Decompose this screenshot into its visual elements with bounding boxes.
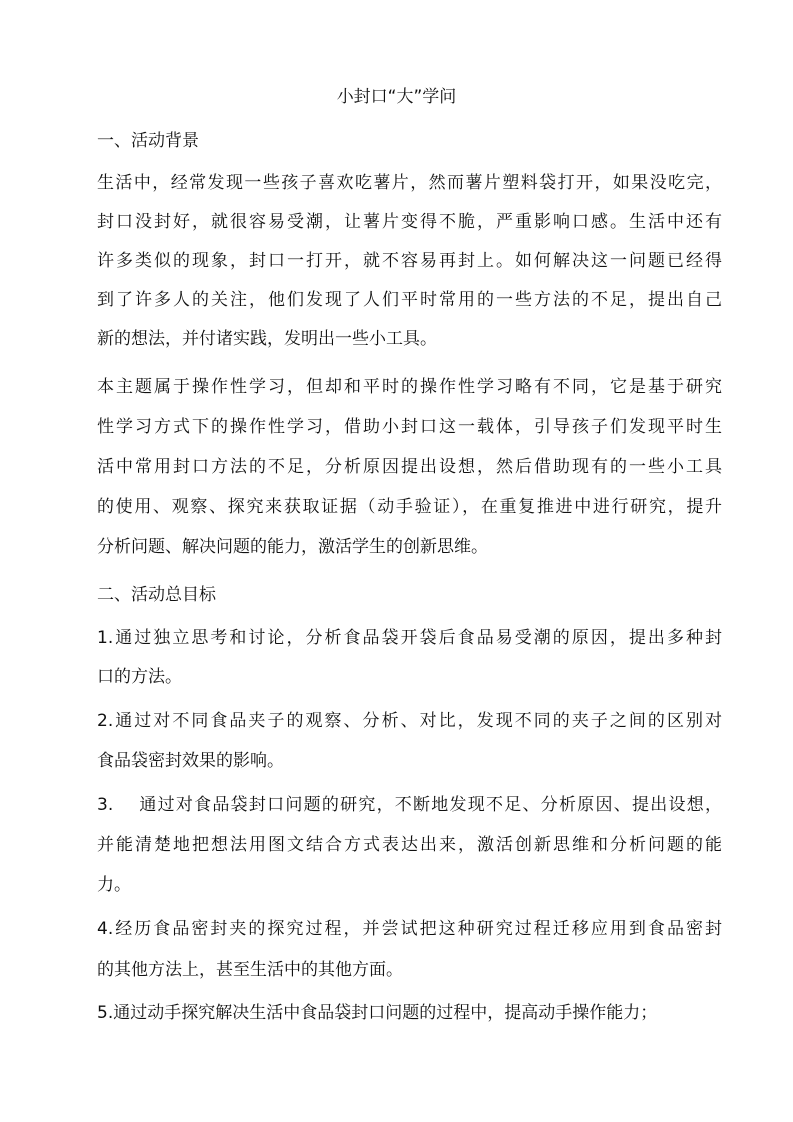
paragraph-line: 封口没封好，就很容易受潮，让薯片变得不脆，严重影响口感。生活中还有: [97, 212, 722, 232]
section-heading-goals: 二、活动总目标: [97, 585, 216, 605]
paragraph-line: 生活中，经常发现一些孩子喜欢吃薯片，然而薯片塑料袋打开，如果没吃完，: [97, 173, 722, 193]
goal-item-3-line: 3. 通过对食品袋封口问题的研究，不断地发现不足、分析原因、提出设想，: [97, 795, 722, 815]
goal-item-1-line: 口的方法。: [97, 667, 182, 687]
paragraph-line: 分析问题、解决问题的能力，激活学生的创新思维。: [97, 537, 488, 557]
goal-item-5-line: 5.通过动手探究解决生活中食品袋封口问题的过程中，提高动手操作能力；: [97, 1003, 658, 1023]
goal-item-4-line: 的其他方法上，甚至生活中的其他方面。: [97, 960, 403, 980]
paragraph-line: 性学习方式下的操作性学习，借助小封口这一载体，引导孩子们发现平时生: [97, 417, 722, 437]
goal-item-3-line: 力。: [97, 875, 131, 895]
paragraph-line: 的使用、观察、探究来获取证据（动手验证），在重复推进中进行研究，提升: [97, 497, 722, 517]
paragraph-line: 活中常用封口方法的不足，分析原因提出设想，然后借助现有的一些小工具: [97, 457, 722, 477]
paragraph-line: 本主题属于操作性学习，但却和平时的操作性学习略有不同，它是基于研究: [97, 377, 722, 397]
paragraph-line: 到了许多人的关注，他们发现了人们平时常用的一些方法的不足，提出自己: [97, 290, 722, 310]
document-title: 小封口“大”学问: [336, 87, 457, 107]
goal-item-4-line: 4.经历食品密封夹的探究过程，并尝试把这种研究过程迁移应用到食品密封: [97, 919, 722, 939]
goal-item-2-line: 食品袋密封效果的影响。: [97, 751, 284, 771]
goal-item-3-line: 并能清楚地把想法用图文结合方式表达出来，激活创新思维和分析问题的能: [97, 835, 722, 855]
paragraph-line: 许多类似的现象，封口一打开，就不容易再封上。如何解决这一问题已经得: [97, 251, 722, 271]
goal-item-1-line: 1.通过独立思考和讨论，分析食品袋开袋后食品易受潮的原因，提出多种封: [97, 628, 722, 648]
paragraph-line: 新的想法，并付诸实践，发明出一些小工具。: [97, 329, 437, 349]
section-heading-background: 一、活动背景: [97, 131, 199, 151]
goal-item-2-line: 2.通过对不同食品夹子的观察、分析、对比，发现不同的夹子之间的区别对: [97, 711, 722, 731]
